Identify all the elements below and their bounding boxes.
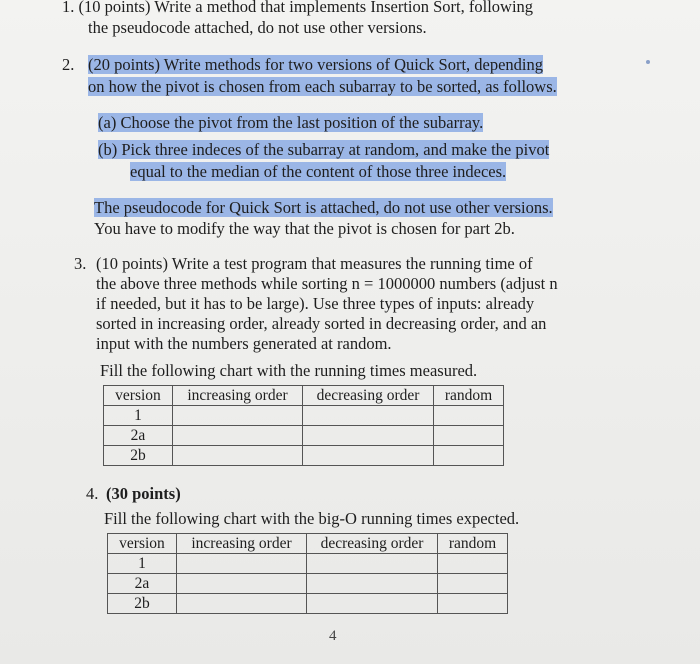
table-row: [104, 426, 504, 446]
table-row: [108, 594, 508, 614]
table-cell[interactable]: [177, 594, 307, 614]
q2-line-1: (20 points) Write methods for two versions of Quick Sort, depending: [88, 55, 544, 74]
table-cell[interactable]: [173, 446, 303, 466]
header-version: version: [104, 386, 173, 406]
table-header-row: [108, 534, 508, 554]
table-cell[interactable]: [303, 406, 434, 426]
header-version: version: [108, 534, 177, 554]
q1-line-2: the pseudocode attached, do not use other versions.: [88, 18, 427, 37]
q4-heading: (30 points): [106, 484, 181, 503]
table-row: [108, 554, 508, 574]
stray-mark: [646, 60, 650, 64]
q1-line-1: 1. (10 points) Write a method that implements Insertion Sort, following: [62, 0, 534, 16]
big-o-table: [107, 533, 508, 614]
q2-note-line-1: The pseudocode for Quick Sort is attached, do not use other versions.: [94, 198, 553, 217]
table-cell[interactable]: [434, 426, 504, 446]
q2-part-b-line-2: equal to the median of the content of those three indeces.: [130, 162, 507, 181]
q4-number: 4.: [86, 484, 99, 503]
table-header-row: [104, 386, 504, 406]
q2-part-b-line-1: (b) Pick three indeces of the subarray at random, and make the pivot: [98, 140, 550, 159]
running-times-table: [103, 385, 504, 466]
table-cell[interactable]: [303, 426, 434, 446]
row-label: 2a: [108, 574, 177, 594]
q2-part-a: (a) Choose the pivot from the last position of the subarray.: [98, 113, 484, 132]
row-label: 2b: [104, 446, 173, 466]
q3-line-1: (10 points) Write a test program that measures the running time of: [96, 254, 533, 273]
table-cell[interactable]: [438, 554, 508, 574]
row-label: 2b: [108, 594, 177, 614]
table-cell[interactable]: [434, 446, 504, 466]
row-label: 1: [104, 406, 173, 426]
header-random: random: [434, 386, 504, 406]
header-increasing: increasing order: [173, 386, 303, 406]
table-cell[interactable]: [438, 574, 508, 594]
table-cell[interactable]: [438, 594, 508, 614]
q3-line-3: if needed, but it has to be large). Use three types of inputs: already: [96, 294, 535, 313]
q3-line-5: input with the numbers generated at random.: [96, 334, 392, 353]
q4-instruction: Fill the following chart with the big-O running times expected.: [104, 509, 520, 528]
table-cell[interactable]: [177, 574, 307, 594]
row-label: 1: [108, 554, 177, 574]
q2-note-line-2: You have to modify the way that the pivot is chosen for part 2b.: [94, 219, 515, 238]
header-decreasing: decreasing order: [307, 534, 438, 554]
row-label: 2a: [104, 426, 173, 446]
table-cell[interactable]: [177, 554, 307, 574]
table-cell[interactable]: [173, 426, 303, 446]
page-number: 4: [329, 628, 337, 644]
q2-number: 2.: [62, 55, 75, 74]
header-random: random: [438, 534, 508, 554]
table-cell[interactable]: [434, 406, 504, 426]
table-cell[interactable]: [303, 446, 434, 466]
table-cell[interactable]: [307, 594, 438, 614]
q3-line-4: sorted in increasing order, already sorted in decreasing order, and an: [96, 314, 547, 333]
header-increasing: increasing order: [177, 534, 307, 554]
table-row: [104, 406, 504, 426]
table-cell[interactable]: [173, 406, 303, 426]
q3-instruction: Fill the following chart with the running times measured.: [100, 361, 478, 380]
q3-number: 3.: [74, 254, 87, 273]
table-cell[interactable]: [307, 574, 438, 594]
q2-line-2: on how the pivot is chosen from each subarray to be sorted, as follows.: [88, 77, 557, 96]
table-row: [104, 446, 504, 466]
header-decreasing: decreasing order: [303, 386, 434, 406]
q3-line-2: the above three methods while sorting n = 1000000 numbers (adjust n: [96, 274, 558, 293]
table-row: [108, 574, 508, 594]
table-cell[interactable]: [307, 554, 438, 574]
